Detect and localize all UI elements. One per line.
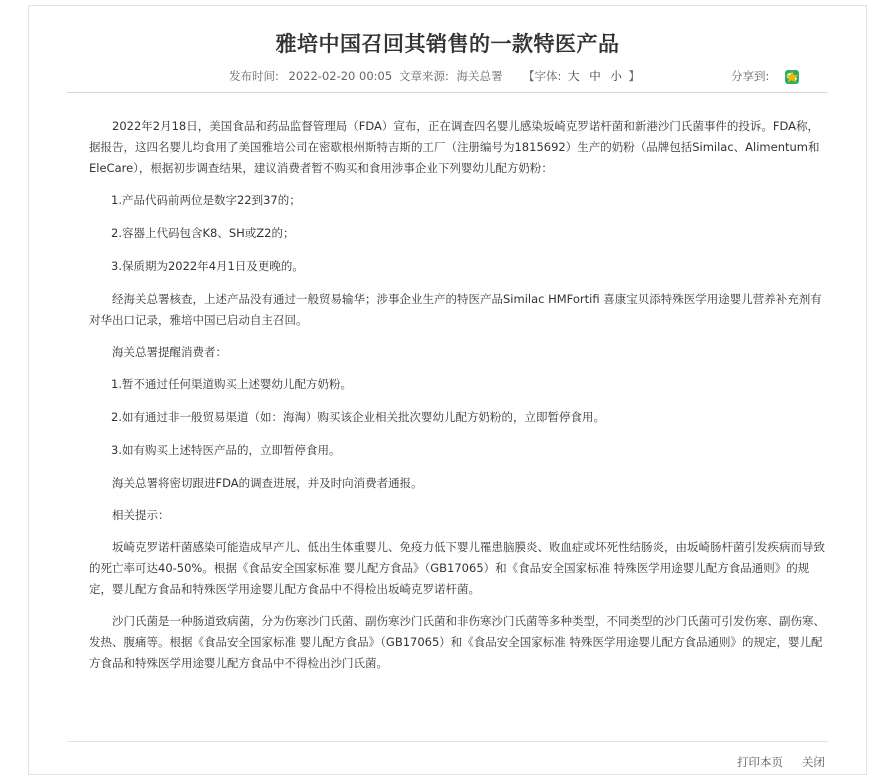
article-meta [67, 66, 828, 93]
paragraph: 经海关总署核查，上述产品没有通过一般贸易输华；涉事企业生产的特医产品Similac HMFortifi 喜康宝贝添特殊医学用途婴儿营养补充剂有对华出口记录，雅培中国已启动自主召回。 [89, 292, 822, 327]
font-large-button[interactable]: 大 [568, 69, 580, 83]
paragraph: 相关提示： [112, 508, 170, 522]
font-small-button[interactable]: 小 [610, 69, 622, 83]
list-item: 2.如有通过非一般贸易渠道（如：海淘）购买该企业相关批次婴幼儿配方奶粉的，立即暂停食用。 [111, 410, 605, 424]
list-item: 1.产品代码前两位是数字22到37的； [111, 193, 301, 207]
publish-time: 2022-02-20 00:05 [288, 69, 393, 83]
list-item: 3.保质期为2022年4月1日及更晚的。 [111, 259, 304, 273]
favorite-icon[interactable] [785, 70, 799, 84]
font-label-close: 】 [628, 69, 640, 83]
list-item: 3.如有购买上述特医产品的，立即暂停食用。 [111, 443, 341, 457]
font-medium-button[interactable]: 中 [589, 69, 601, 83]
paragraph: 海关总署将密切跟进FDA的调查进展，并及时向消费者通报。 [112, 476, 423, 490]
source-label: 文章来源: [399, 69, 449, 83]
close-link[interactable]: 关闭 [802, 755, 825, 769]
article-body [89, 116, 826, 685]
article-footer [67, 741, 828, 769]
paragraph: 海关总署提醒消费者： [112, 345, 227, 359]
article-frame [28, 5, 867, 775]
list-item: 2.容器上代码包含K8、SH或Z2的； [111, 226, 295, 240]
publish-info [229, 68, 392, 84]
print-link[interactable]: 打印本页 [737, 755, 783, 769]
paragraph: 2022年2月18日，美国食品和药品监督管理局（FDA）宣布，正在调查四名婴儿感染坂崎克罗诺杆菌和新港沙门氏菌事件的投诉。FDA称，据报告，这四名婴儿均食用了美国雅培公司在密歇根州斯特吉斯的工厂（注册编号为1815692）生产的奶粉（品牌包括Similac、Alimentum和EleCare），根据初步调查结果，建议消费者暂不购买和食用涉事企业下列婴幼儿配方奶粉： [89, 119, 820, 175]
paragraph: 坂崎克罗诺杆菌感染可能造成早产儿、低出生体重婴儿、免疫力低下婴儿罹患脑膜炎、败血症或坏死性结肠炎，由坂崎肠杆菌引发疾病而导致的死亡率可达40-50%。根据《食品安全国家标准 婴儿配方食品》（GB17065）和《食品安全国家标准 特殊医学用途婴儿配方食品通则》的规定，婴儿配方食品和特殊医学用途婴儿配方食品中不得检出坂崎克罗诺杆菌。 [89, 540, 825, 596]
font-size-control [523, 68, 640, 84]
font-label-open: 【字体: [523, 69, 562, 83]
list-item: 1.暂不通过任何渠道购买上述婴幼儿配方奶粉。 [111, 377, 352, 391]
paragraph: 沙门氏菌是一种肠道致病菌，分为伤寒沙门氏菌、副伤寒沙门氏菌和非伤寒沙门氏菌等多种类型，不同类型的沙门氏菌可引发伤寒、副伤寒、发热、腹痛等。根据《食品安全国家标准 婴儿配方食品》（GB17065）和《食品安全国家标准 特殊医学用途婴儿配方食品通则》的规定，婴儿配方食品和特殊医学用途婴儿配方食品中不得检出沙门氏菌。 [89, 614, 825, 670]
source-info [399, 68, 503, 84]
publish-label: 发布时间: [229, 69, 279, 83]
source-name: 海关总署 [456, 69, 503, 83]
page-title: 雅培中国召回其销售的一款特医产品 [275, 32, 620, 56]
share-label: 分享到: [731, 69, 770, 83]
